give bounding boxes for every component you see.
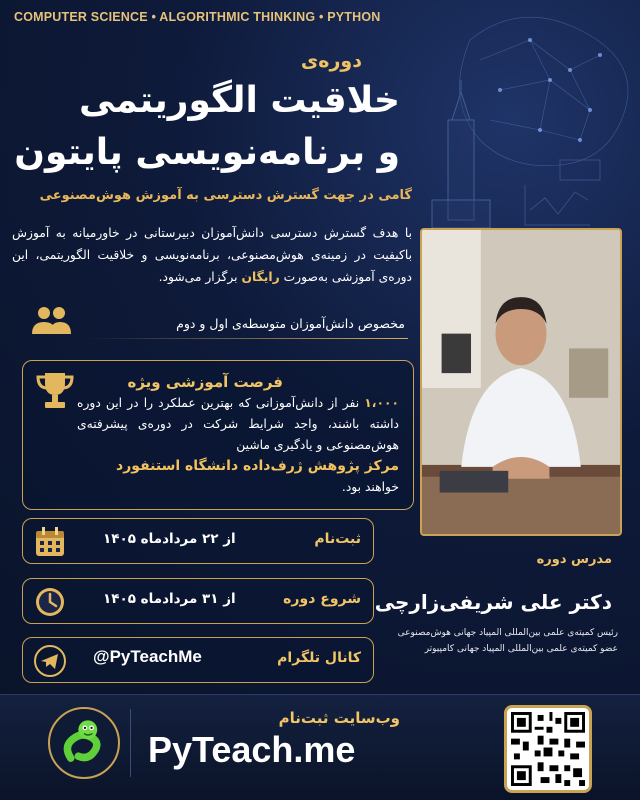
calendar-icon xyxy=(33,525,67,559)
instructor-name: دکتر علی شریفی‌زارچی xyxy=(374,590,612,614)
course-kicker: دوره‌ی xyxy=(300,50,362,72)
clock-icon xyxy=(33,585,67,619)
opportunity-text xyxy=(77,393,399,498)
telegram-handle[interactable]: @PyTeachMe xyxy=(93,647,202,666)
footer xyxy=(0,694,640,800)
telegram-icon xyxy=(33,644,67,678)
telegram-row[interactable] xyxy=(22,637,374,683)
qr-code-pattern xyxy=(511,712,585,786)
opportunity-title: فرصت آموزشی ویژه xyxy=(127,373,283,391)
audience-label: مخصوص دانش‌آموزان متوسطه‌ی اول و دوم xyxy=(176,316,405,331)
instructor-title: مدرس دوره xyxy=(536,552,612,567)
intro-paragraph xyxy=(12,222,412,288)
opportunity-closing: خواهند بود. xyxy=(341,480,399,494)
course-title-line1: خلاقیت الگوریتمی xyxy=(78,80,400,121)
website-link[interactable]: PyTeach.me xyxy=(148,729,356,770)
website-label: وب‌سایت ثبت‌نام xyxy=(278,709,400,727)
intro-text: با هدف گسترش دسترسی دانش‌آموزان دبیرستانی در خاورمیانه به آموزش باکیفیت در زمینه‌ی هوش‌مصنوعی، برنامه‌نویسی و خلاقیت الگوریتمی، این دوره‌ی آموزشی به‌صورت xyxy=(12,226,412,284)
course-start-label: شروع دوره xyxy=(283,591,361,607)
telegram-label: کانال تلگرام xyxy=(277,650,361,666)
stanford-center-name: مرکز پژوهش ژرف‌داده دانشگاه استنفورد xyxy=(116,458,399,474)
footer-divider xyxy=(130,709,131,777)
users-icon xyxy=(30,304,72,338)
qr-code[interactable] xyxy=(504,705,592,793)
intro-text-end: برگزار می‌شود. xyxy=(158,270,242,284)
instructor-role-2: عضو کمیته‌ی علمی بین‌المللی المپیاد جهانی کامپیوتر xyxy=(424,644,618,654)
course-title-line2: و برنامه‌نویسی پایتون xyxy=(14,132,400,173)
audience-divider xyxy=(86,338,408,339)
free-highlight: رایگان xyxy=(241,270,280,284)
topic-strip: COMPUTER SCIENCE • ALGORITHMIC THINKING • PYTHON xyxy=(14,10,381,24)
course-start-row xyxy=(22,578,374,624)
registration-row xyxy=(22,518,374,564)
special-opportunity-box xyxy=(22,360,414,510)
opportunity-body: نفر از دانش‌آموزانی که بهترین عملکرد را در این دوره داشته باشند، واجد شرایط شرکت در دوره‌ی پیشرفته‌ی هوش‌مصنوعی و یادگیری ماشین xyxy=(77,396,399,452)
registration-date: از ۲۲ مردادماه ۱۴۰۵ xyxy=(103,531,236,547)
course-tagline: گامی در جهت گسترش دسترسی به آموزش هوش‌مصنوعی xyxy=(39,188,412,203)
trophy-icon xyxy=(33,369,77,411)
python-snake-logo xyxy=(48,707,120,779)
course-start-date: از ۳۱ مردادماه ۱۴۰۵ xyxy=(103,591,236,607)
registration-label: ثبت‌نام xyxy=(314,531,361,547)
instructor-role-1: رئیس کمیته‌ی علمی بین‌المللی المپیاد جهانی هوش‌مصنوعی xyxy=(397,628,618,638)
instructor-photo xyxy=(420,228,622,536)
opportunity-count: ۱،۰۰۰ xyxy=(364,396,399,410)
instructor-portrait xyxy=(422,230,620,534)
